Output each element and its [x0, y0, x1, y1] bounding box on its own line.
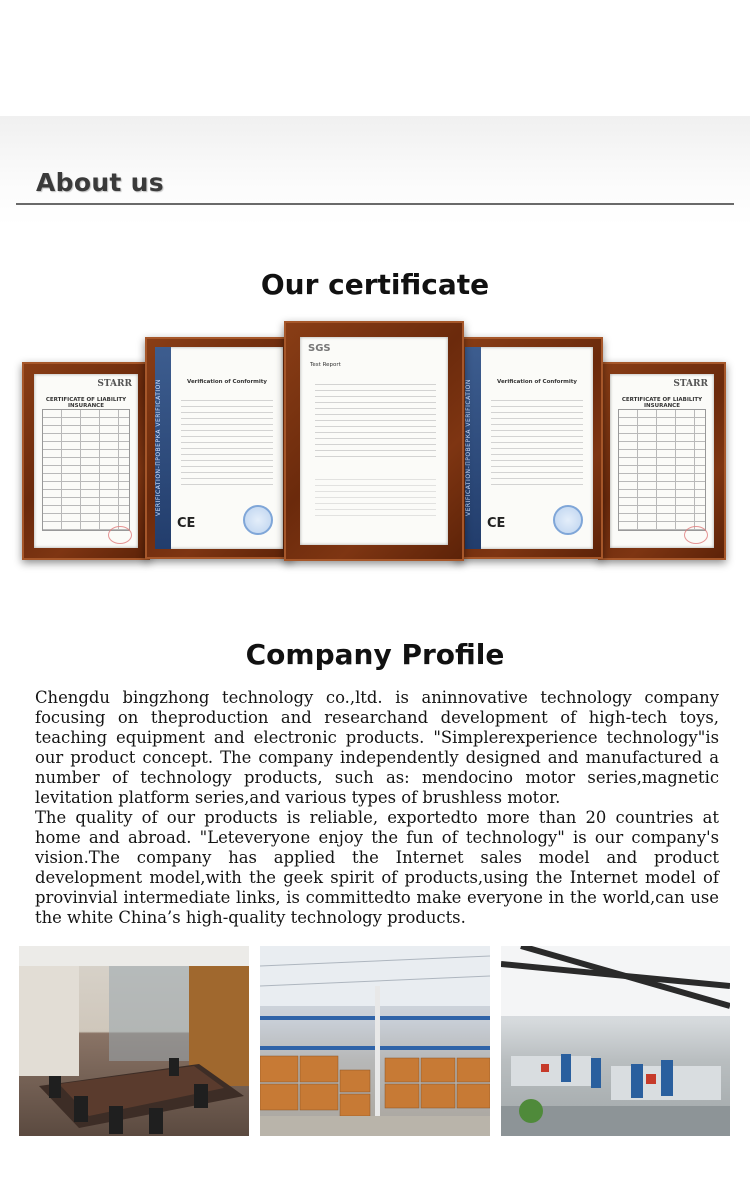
ce-mark: CE	[177, 516, 196, 531]
office-photo	[19, 946, 249, 1136]
office-illustration	[19, 946, 249, 1136]
certificate-document	[155, 347, 283, 549]
certificate-document	[34, 374, 138, 548]
certificate-heading: Verification of Conformity	[497, 379, 577, 386]
certificate-logo: STARR	[673, 379, 708, 390]
certificate-heading: Verification of Conformity	[187, 379, 267, 386]
certificate-frame-1	[22, 362, 150, 560]
company-profile-title: Company Profile	[245, 638, 505, 671]
certificate-seal	[243, 505, 273, 535]
certificate-body-lines	[491, 395, 583, 488]
certificate-document	[465, 347, 593, 549]
certificate-stamp	[108, 526, 132, 544]
about-title: About us	[36, 168, 164, 197]
certificate-heading: CERTIFICATE OF LIABILITY INSURANCE	[45, 396, 127, 409]
certificate-body-lines	[315, 379, 436, 458]
certificate-body-lines	[181, 395, 273, 488]
about-divider	[16, 203, 734, 205]
certificate-document	[300, 337, 448, 545]
certificate-heading: Test Report	[310, 361, 341, 368]
certificate-document	[610, 374, 714, 548]
certificate-title: Our certificate	[260, 268, 490, 301]
certificate-stripe-text: VERIFICATION-ПРОВЕРКА VERIFICATION	[465, 379, 472, 517]
certificate-stamp	[684, 526, 708, 544]
certificate-table	[42, 409, 129, 531]
ce-mark: CE	[487, 516, 506, 531]
certificate-frame-3	[284, 321, 464, 561]
certificate-body-lines	[315, 474, 436, 516]
company-profile-text: Chengdu bingzhong technology co.,ltd. is aninnovative technology company focusing on theproduction and researchand development of high-tech toys, teaching equipment and electronic products. "Simplerexperience technology"is our product concept. The company independently designed and manufactured a number of technology products, such as: mendocino motor series,magnetic levitation platform series,and various types of brushless motor. The quality of our products is reliable, exportedto more than 20 countries at home and abroad. "Leteveryone enjoy the fun of technology" is our company's vision.The company has applied the Internet sales model and product development model,with the geek spirit of products,using the Internet model of provinvial intermediate links, is committedto make everyone in the world,can use the white China’s high-quality technology products.	[35, 688, 719, 927]
certificate-logo: STARR	[97, 379, 132, 390]
certificate-heading: CERTIFICATE OF LIABILITY INSURANCE	[621, 396, 703, 409]
warehouse-photo	[260, 946, 490, 1136]
factory-photo	[501, 946, 730, 1136]
certificate-frame-4	[455, 337, 603, 559]
warehouse-illustration	[260, 946, 490, 1136]
certificate-table	[618, 409, 705, 531]
certificate-logo: SGS	[308, 343, 331, 355]
certificate-frame-5	[598, 362, 726, 560]
certificate-seal	[553, 505, 583, 535]
factory-illustration	[501, 946, 730, 1136]
certificate-stripe-text: VERIFICATION-ПРОВЕРКА VERIFICATION	[155, 379, 162, 517]
certificate-frame-2	[145, 337, 293, 559]
